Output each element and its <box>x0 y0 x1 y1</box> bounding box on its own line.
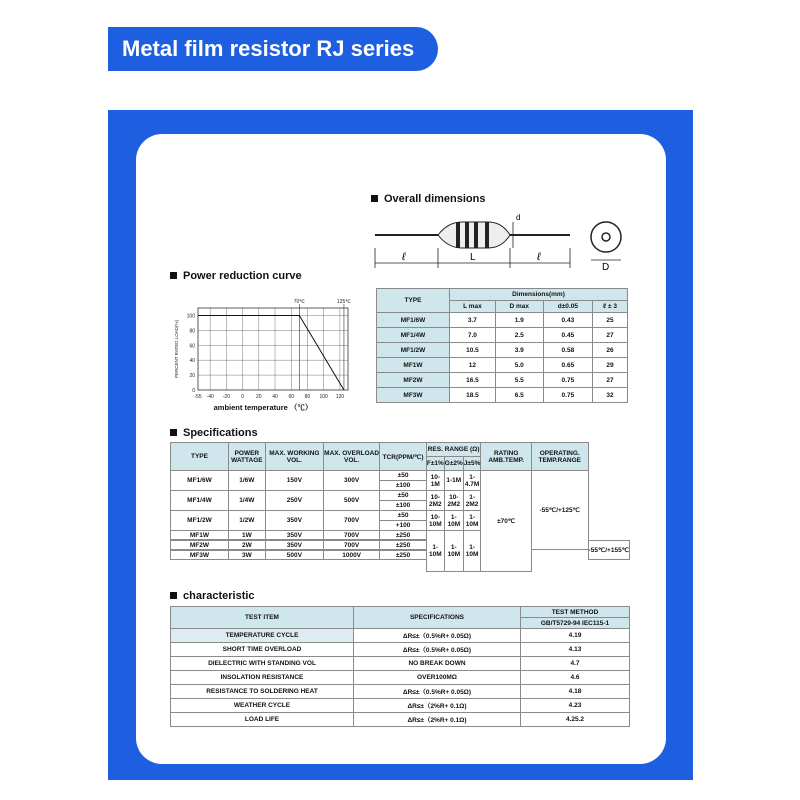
dim-label-l-right: ℓ <box>537 251 541 263</box>
dim-cell: 26 <box>593 343 628 358</box>
char-cell: DIELECTRIC WITH STANDING VOL <box>171 657 354 671</box>
spec-header: MAX. OVERLOAD VOL. <box>323 443 379 471</box>
x-tick-label: -55 <box>194 394 202 400</box>
char-header: TEST METHOD <box>521 607 630 618</box>
char-cell: 4.6 <box>521 671 630 685</box>
spec-cell: 500V <box>265 551 323 560</box>
table-row <box>171 657 630 671</box>
power-curve-heading <box>170 270 302 282</box>
characteristic-heading <box>170 590 255 602</box>
spec-cell: 10-10M <box>426 511 444 531</box>
spec-cell: ±50 <box>380 471 427 481</box>
spec-operating: -55℃/+125℃ <box>531 471 588 550</box>
dim-cell: 27 <box>593 328 628 343</box>
dim-cell: 5.0 <box>495 358 543 373</box>
power-curve-heading-text: Power reduction curve <box>183 270 302 282</box>
dim-cell: 1.9 <box>495 313 543 328</box>
char-cell: NO BREAK DOWN <box>354 657 521 671</box>
char-cell: OVER100MΩ <box>354 671 521 685</box>
dim-cell: 0.45 <box>543 328 592 343</box>
dim-cell: 12 <box>450 358 496 373</box>
spec-cell: 300V <box>323 471 379 491</box>
spec-cell: 1000V <box>323 551 379 560</box>
table-row <box>377 358 628 373</box>
char-cell: ΔR≤±（2%R+ 0.1Ω) <box>354 699 521 713</box>
y-tick-label: 40 <box>189 358 195 365</box>
dim-type-header: TYPE <box>377 289 450 313</box>
dim-cell: 5.5 <box>495 373 543 388</box>
char-cell: LOAD LIFE <box>171 713 354 727</box>
spec-cell: 150V <box>265 471 323 491</box>
char-cell: ΔR≤±（0.5%R+ 0.05Ω) <box>354 685 521 699</box>
spec-cell: 1-2M2 <box>463 491 481 511</box>
dim-col-header: D max <box>495 301 543 313</box>
spec-cell: 350V <box>265 531 323 540</box>
table-row <box>377 313 628 328</box>
spec-cell: 1-10M <box>463 511 481 531</box>
spec-cell: ±100 <box>380 481 427 491</box>
dim-cell: 6.5 <box>495 388 543 403</box>
spec-cell: ±250 <box>380 551 427 560</box>
table-row <box>171 713 630 727</box>
spec-cell: MF1/4W <box>171 491 229 511</box>
char-cell: WEATHER CYCLE <box>171 699 354 713</box>
spec-cell: MF3W <box>171 551 229 560</box>
spec-cell: 1-10M <box>444 511 463 531</box>
x-tick-label: 0 <box>241 394 244 400</box>
spec-cell: 350V <box>265 511 323 531</box>
spec-cell: 1-1M <box>444 471 463 491</box>
char-cell: 4.18 <box>521 685 630 699</box>
x-tick-label: 40 <box>272 394 278 400</box>
table-row <box>377 373 628 388</box>
x-tick-label: -40 <box>206 394 214 400</box>
spec-cell: 1-10M <box>426 531 444 572</box>
dim-cell: 3.9 <box>495 343 543 358</box>
spec-cell: 3W <box>228 551 265 560</box>
x-tick-label: 80 <box>304 394 311 400</box>
char-cell: SHORT TIME OVERLOAD <box>171 643 354 657</box>
spec-cell: 1-10M <box>444 531 463 572</box>
dim-row-type: MF1/2W <box>377 343 450 358</box>
dim-col-header: ℓ ± 3 <box>593 301 628 313</box>
specifications-heading <box>170 427 258 439</box>
char-cell: ΔR≤±（0.5%R+ 0.05Ω) <box>354 629 521 643</box>
char-cell: ΔR≤±（0.5%R+ 0.05Ω) <box>354 643 521 657</box>
dim-cell: 7.0 <box>450 328 496 343</box>
dim-cell: 0.65 <box>543 358 592 373</box>
spec-cell: 10-2M2 <box>426 491 444 511</box>
spec-cell: 700V <box>323 531 379 540</box>
spec-rating: ±70℃ <box>481 471 532 572</box>
spec-cell: 10-2M2 <box>444 491 463 511</box>
dim-label-d: d <box>516 213 521 222</box>
table-row <box>171 551 630 560</box>
dim-cell: 3.7 <box>450 313 496 328</box>
spec-header: OPERATING. TEMP.RANGE <box>531 443 588 471</box>
table-row <box>171 471 630 481</box>
spec-header: G±2% <box>444 457 463 471</box>
y-tick-label: 0 <box>192 388 195 394</box>
table-row <box>171 643 630 657</box>
table-row <box>171 671 630 685</box>
dim-col-header: d±0.05 <box>543 301 592 313</box>
dim-label-l-left: ℓ <box>402 251 406 263</box>
spec-header: RATING AMB.TEMP. <box>481 443 532 471</box>
y-tick-label: 60 <box>189 343 195 350</box>
dim-cell: 29 <box>593 358 628 373</box>
specifications-table <box>170 442 630 572</box>
spec-header: MAX. WORKING VOL. <box>265 443 323 471</box>
spec-cell: 10-1M <box>426 471 444 491</box>
spec-cell: 700V <box>323 541 379 550</box>
spec-cell: MF1/6W <box>171 471 229 491</box>
dim-row-type: MF1/6W <box>377 313 450 328</box>
dim-cell: 0.58 <box>543 343 592 358</box>
dim-cell: 2.5 <box>495 328 543 343</box>
dim-cell: 10.5 <box>450 343 496 358</box>
dim-cell: 18.5 <box>450 388 496 403</box>
dim-row-type: MF2W <box>377 373 450 388</box>
spec-operating: -55℃/+155℃ <box>588 541 629 560</box>
spec-cell: 1/2W <box>228 511 265 531</box>
x-tick-label: -20 <box>222 394 230 400</box>
spec-cell: 1/4W <box>228 491 265 511</box>
spec-cell: ±50 <box>380 511 427 521</box>
dim-group-header: Dimensions(mm) <box>450 289 628 301</box>
x-axis-label: ambient temperature （℃） <box>213 403 313 412</box>
table-row <box>377 388 628 403</box>
temp-marker-label: 70℃ <box>293 299 305 305</box>
dimensions-heading-text: Overall dimensions <box>384 193 486 205</box>
dim-label-D: D <box>602 262 610 273</box>
spec-cell: ±100 <box>380 501 427 511</box>
x-tick-label: 20 <box>256 394 262 400</box>
spec-cell: MF1/2W <box>171 511 229 531</box>
char-cell: RESISTANCE TO SOLDERING HEAT <box>171 685 354 699</box>
char-cell: 4.25.2 <box>521 713 630 727</box>
spec-cell: 1-10M <box>463 531 481 572</box>
spec-cell: ±250 <box>380 541 427 550</box>
spec-cell: MF2W <box>171 541 229 550</box>
spec-cell: 500V <box>323 491 379 511</box>
power-reduction-chart <box>170 294 370 419</box>
characteristic-table <box>170 606 630 727</box>
x-tick-label: 60 <box>288 394 295 400</box>
spec-cell: 1-4.7M <box>463 471 481 491</box>
spec-cell: 350V <box>265 541 323 550</box>
dim-cell: 0.75 <box>543 373 592 388</box>
dim-row-type: MF3W <box>377 388 450 403</box>
table-row <box>171 699 630 713</box>
resistor-drawing <box>370 208 640 278</box>
char-header: GB/T5729-94 IEC115-1 <box>521 618 630 629</box>
dimensions-table <box>376 288 628 403</box>
table-row <box>377 328 628 343</box>
spec-cell: ±50 <box>380 491 427 501</box>
x-tick-label: 120 <box>335 394 345 400</box>
spec-cell: +100 <box>380 521 427 531</box>
dim-label-L: L <box>470 252 476 263</box>
spec-cell: 1W <box>228 531 265 540</box>
dimensions-heading <box>371 193 485 205</box>
dim-cell: 25 <box>593 313 628 328</box>
spec-header: TYPE <box>171 443 229 471</box>
spec-cell: ±250 <box>380 531 427 540</box>
char-cell: 4.19 <box>521 629 630 643</box>
char-cell: 4.7 <box>521 657 630 671</box>
char-cell: TEMPERATURE CYCLE <box>171 629 354 643</box>
spec-cell: 250V <box>265 491 323 511</box>
spec-header: TCR(PPM/℃) <box>380 443 427 471</box>
dim-cell: 0.43 <box>543 313 592 328</box>
plot-frame <box>198 308 348 390</box>
spec-header: RES. RANGE (Ω) <box>426 443 481 457</box>
char-cell: 4.23 <box>521 699 630 713</box>
spec-cell: 2W <box>228 541 265 550</box>
table-row <box>377 343 628 358</box>
dim-row-type: MF1W <box>377 358 450 373</box>
char-cell: 4.13 <box>521 643 630 657</box>
dim-cell: 32 <box>593 388 628 403</box>
table-row <box>171 685 630 699</box>
dim-cell: 16.5 <box>450 373 496 388</box>
spec-cell: 700V <box>323 511 379 531</box>
spec-header: F±1% <box>426 457 444 471</box>
dim-cell: 27 <box>593 373 628 388</box>
char-cell: ΔR≤±（2%R+ 0.1Ω) <box>354 713 521 727</box>
characteristic-heading-text: characteristic <box>183 590 255 602</box>
page-title: Metal film resistor RJ series <box>108 27 438 71</box>
y-tick-label: 80 <box>189 328 195 335</box>
y-tick-label: 100 <box>186 313 195 320</box>
temp-marker-label: 125℃ <box>336 299 351 305</box>
table-row <box>171 629 630 643</box>
char-header: SPECIFICATIONS <box>354 607 521 629</box>
y-axis-label: PERCENT RATED LOAD(%) <box>174 319 179 379</box>
spec-header: POWER WATTAGE <box>228 443 265 471</box>
dim-row-type: MF1/4W <box>377 328 450 343</box>
spec-cell: MF1W <box>171 531 229 540</box>
char-header: TEST ITEM <box>171 607 354 629</box>
dim-col-header: L max <box>450 301 496 313</box>
y-tick-label: 20 <box>189 373 195 380</box>
x-tick-label: 100 <box>319 394 328 400</box>
specifications-heading-text: Specifications <box>183 427 258 439</box>
char-cell: INSOLATION RESISTANCE <box>171 671 354 685</box>
spec-cell: 1/6W <box>228 471 265 491</box>
spec-header: J±5% <box>463 457 481 471</box>
dim-cell: 0.75 <box>543 388 592 403</box>
